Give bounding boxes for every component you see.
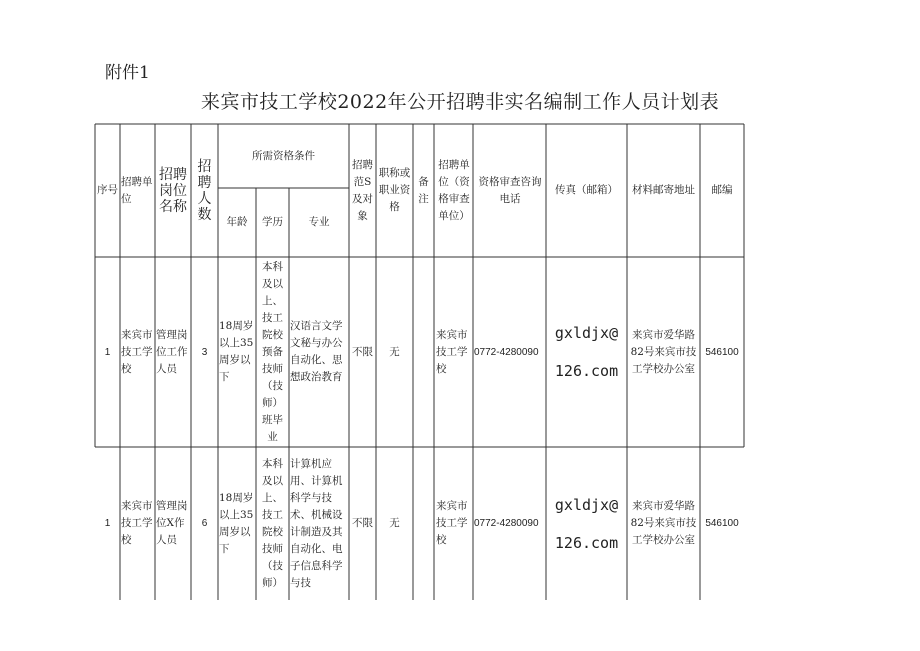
row1-target: 不限 [352, 345, 373, 358]
row1-age: 18周岁以上35周岁以下 [219, 320, 254, 383]
row1-address: 来宾市爱华路82号来宾市技工学校办公室 [630, 328, 697, 375]
annex-label: 附件1 [105, 63, 150, 83]
row1-post: 管理岗位工作人员 [156, 328, 188, 375]
row2-education: 本科及以上、技工院校技师（技师） [262, 457, 283, 589]
page-title: 来宾市技工学校2022年公开招聘非实名编制工作人员计划表 [200, 91, 720, 113]
row1-phone: 0772-4280090 [474, 346, 539, 358]
row1-zip: 546100 [705, 346, 739, 358]
header-age: 年龄 [226, 216, 248, 228]
header-unit: 招聘单位 [121, 175, 153, 205]
header-target: 招聘范S及对象 [352, 158, 373, 222]
row2-review-unit: 来宾市技工学校 [436, 500, 468, 546]
row2-unit: 来宾市技工学校 [121, 500, 153, 546]
row1-education: 本科及以上、技工院校预备技师（技师）班毕业 [262, 260, 283, 443]
row1-unit: 来宾市技工学校 [121, 328, 153, 375]
row2-age: 18周岁以上35周岁以下 [219, 491, 254, 555]
row2-post: 管理岗位X作人员 [156, 500, 188, 546]
header-fax: 传真（邮箱） [555, 184, 618, 196]
header-remark: 备注 [418, 175, 429, 205]
row2-email-user: gxldjx@ [554, 495, 619, 514]
header-title-qualification: 职称或职业资格 [378, 167, 411, 213]
header-education: 学历 [262, 216, 283, 228]
header-qualifications: 所需资格条件 [252, 149, 315, 162]
row1-major: 汉语言文学文秘与办公自动化、思想政治教育 [290, 320, 343, 383]
row1-email-domain: 126.com [554, 362, 619, 380]
row2-target: 不限 [352, 517, 373, 529]
row1-email-user: gxldjx@ [554, 324, 619, 342]
row2-email-domain: 126.com [554, 533, 619, 552]
row2-title-qualification: 无 [389, 517, 400, 529]
row1-email [546, 257, 627, 447]
row2-seq: 1 [104, 518, 111, 529]
row2-phone: 0772-4280090 [474, 518, 539, 529]
row1-review-unit: 来宾市技工学校 [436, 328, 468, 375]
row2-email [546, 447, 627, 600]
header-seq: 序号 [97, 184, 118, 196]
row1-seq: 1 [104, 346, 111, 358]
header-phone: 资格审查咨询电话 [478, 175, 542, 205]
row2-zip: 546100 [705, 518, 739, 529]
header-review-unit: 招聘单位（资格审查单位） [438, 158, 470, 222]
header-post: 招聘岗位名称 [159, 166, 187, 215]
row2-count: 6 [201, 518, 208, 529]
row1-count: 3 [201, 346, 208, 358]
header-count: 招聘人数 [197, 158, 212, 223]
header-address: 材料邮寄地址 [632, 184, 695, 196]
row2-major: 计算机应用、计算机科学与技术、机械设计制造及其自动化、电子信息科学与技 [290, 457, 343, 589]
row2-address: 来宾市爱华路82号来宾市技工学校办公室 [630, 500, 697, 546]
header-major: 专业 [308, 216, 330, 228]
row1-title-qualification: 无 [389, 345, 400, 358]
header-zip: 邮编 [711, 184, 733, 196]
